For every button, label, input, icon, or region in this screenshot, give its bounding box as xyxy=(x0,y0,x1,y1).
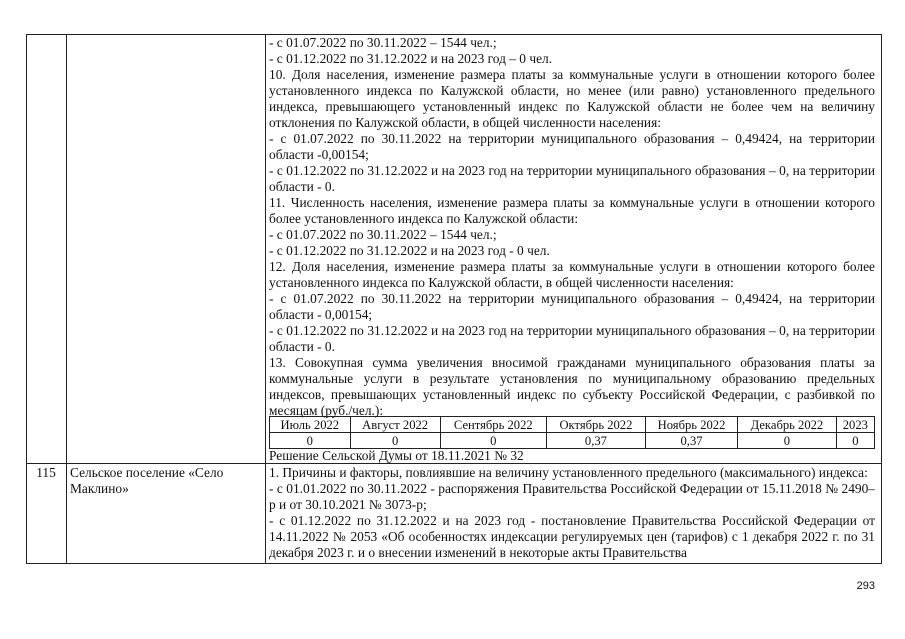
lower-row-content xyxy=(269,465,875,561)
text-line: 11. Численность населения, изменение размера платы за коммунальные услуги в отношении которого более установленного индекса по Калужской области: xyxy=(269,195,875,226)
value-cell: 0,37 xyxy=(546,433,645,449)
text-line: - с 01.07.2022 по 30.11.2022 на территории муниципального образования – 0,49424, на территории области -0,00154; xyxy=(269,131,875,162)
text-line: - с 01.12.2022 по 31.12.2022 и на 2023 год – 0 чел. xyxy=(269,51,553,66)
value-cell: 0,37 xyxy=(645,433,737,449)
table-row xyxy=(270,433,875,449)
text-line: 1. Причины и факторы, повлиявшие на величину установленного предельного (максимального) индекса: xyxy=(269,465,868,480)
row-number: 115 xyxy=(36,465,56,480)
number-column xyxy=(27,35,67,563)
value-cell: 0 xyxy=(836,433,874,449)
month-cell: Ноябрь 2022 xyxy=(645,417,737,433)
value-cell: 0 xyxy=(350,433,440,449)
text-line: - с 01.12.2022 по 31.12.2022 и на 2023 год на территории муниципального образования – 0, на территории области - 0. xyxy=(269,323,875,354)
text-line: - с 01.12.2022 по 31.12.2022 и на 2023 год на территории муниципального образования – 0, на территории области - 0. xyxy=(269,163,875,194)
text-line: - с 01.07.2022 по 30.11.2022 на территории муниципального образования – 0,49424, на территории области - 0,00154; xyxy=(269,291,875,322)
table-header-row xyxy=(270,417,875,433)
text-line: 12. Доля населения, изменение размера платы за коммунальные услуги в отношении которого более установленного индекса по Калужской области, в общей численности населения: xyxy=(269,259,875,290)
month-cell: 2023 xyxy=(836,417,874,433)
text-line: - с 01.12.2022 по 31.12.2022 и на 2023 год - постановление Правительства Российской Федерации от 14.11.2022 № 2053 «Об особенностях индексации регулируемых цен (тарифов) с 1 декабря 2022 г. по 31 декабря 2023 г. и о внесении изменений в некоторые акты Правительства xyxy=(269,513,875,560)
monthly-sum-table xyxy=(269,416,875,449)
decision-reference: Решение Сельской Думы от 18.11.2021 № 32 xyxy=(269,448,524,463)
text-line: 10. Доля населения, изменение размера платы за коммунальные услуги в отношении которого более установленного индекса по Калужской области, но менее (или равно) установленного предельного индекса, превышающего установленный индекс по Калужской области не более чем на величину отклонения по Калужской области, в общей численности населения: xyxy=(269,67,875,130)
settlement-name: Сельское поселение «Село Маклино» xyxy=(70,465,224,496)
month-cell: Август 2022 xyxy=(350,417,440,433)
value-cell: 0 xyxy=(270,433,351,449)
value-cell: 0 xyxy=(738,433,837,449)
month-cell: Июль 2022 xyxy=(270,417,351,433)
page-number: 293 xyxy=(856,580,875,592)
text-line: - с 01.01.2022 по 30.11.2022 - распоряжения Правительства Российской Федерации от 15.11.2018 № 2490–р и от 30.10.2021 № 3073-р; xyxy=(269,481,875,512)
text-line: - с 01.07.2022 по 30.11.2022 – 1544 чел.; xyxy=(269,227,497,242)
month-cell: Сентябрь 2022 xyxy=(440,417,546,433)
text-line: - с 01.07.2022 по 30.11.2022 – 1544 чел.; xyxy=(269,35,497,50)
upper-row-content xyxy=(269,35,875,419)
value-cell: 0 xyxy=(440,433,546,449)
month-cell: Декабрь 2022 xyxy=(738,417,837,433)
text-line: 13. Совокупная сумма увеличения вносимой гражданами муниципального образования платы за коммунальные услуги в результате установления по муниципальному образованию предельных индексов, превышающих установленный индекс по субъекту Российской Федерации, с разбивкой по месяцам (руб./чел.): xyxy=(269,355,875,418)
month-cell: Октябрь 2022 xyxy=(546,417,645,433)
text-line: - с 01.12.2022 по 31.12.2022 и на 2023 год - 0 чел. xyxy=(269,243,550,258)
